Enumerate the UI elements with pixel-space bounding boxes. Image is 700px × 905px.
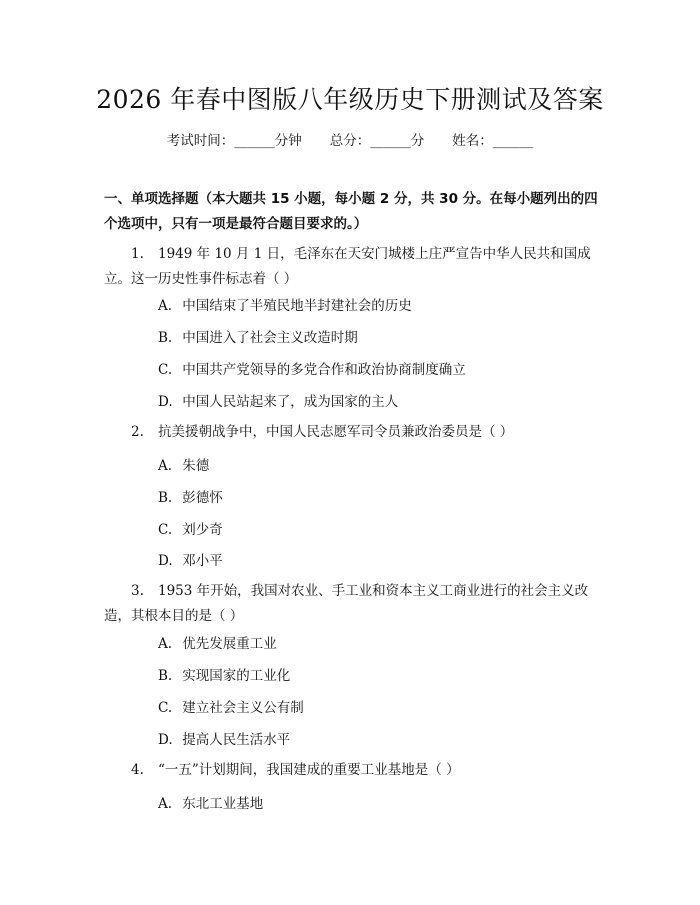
option-letter: B. (158, 490, 173, 506)
option-text: 东北工业基地 (182, 796, 264, 812)
question-number: 2. (131, 424, 144, 440)
option-letter: B. (158, 668, 173, 684)
option-text: 中国结束了半殖民地半封建社会的历史 (182, 298, 412, 314)
option-text: 邓小平 (182, 553, 223, 569)
exam-time-field: 考试时间：______分钟 (166, 133, 302, 149)
option-letter: D. (158, 553, 173, 569)
option-text: 中国人民站起来了，成为国家的主人 (182, 394, 399, 410)
question-3 (104, 579, 604, 629)
option-text: 建立社会主义公有制 (182, 700, 304, 716)
question-4 (104, 758, 604, 783)
question-text-line1: 1953 年开始，我国对农业、手工业和资本主义工商业进行的社会主义改 (158, 583, 589, 599)
option-letter: A. (158, 458, 173, 474)
section-heading: 一、单项选择题（本大题共 15 小题，每小题 2 分，共 30 分。在每小题列出的四个选项中，只有一项是最符合题目要求的。） (104, 191, 598, 232)
question-2 (104, 420, 604, 445)
question-3-option-a (158, 634, 598, 654)
option-letter: D. (158, 732, 173, 748)
question-2-option-b (158, 488, 598, 508)
option-text: 提高人民生活水平 (182, 732, 291, 748)
option-letter: C. (158, 700, 173, 716)
question-1-option-a (158, 296, 598, 316)
question-1-option-c (158, 360, 598, 380)
option-letter: A. (158, 796, 173, 812)
option-text: 彭德怀 (182, 490, 223, 506)
question-text-line2: 造，其根本目的是（ ） (104, 608, 244, 624)
question-2-option-d (158, 551, 598, 571)
question-number: 3. (131, 583, 144, 599)
question-3-option-c (158, 698, 598, 718)
total-score-field: 总分：______分 (329, 133, 425, 149)
option-text: 中国进入了社会主义改造时期 (182, 330, 358, 346)
option-text: 中国共产党领导的多党合作和政治协商制度确立 (182, 362, 466, 378)
option-text: 朱德 (182, 458, 210, 474)
page-title: 2026 年春中图版八年级历史下册测试及答案 (96, 85, 604, 114)
question-2-option-a (158, 456, 598, 476)
question-3-option-b (158, 666, 598, 686)
question-number: 1. (131, 246, 144, 262)
option-letter: A. (158, 636, 173, 652)
option-letter: C. (158, 522, 173, 538)
question-4-option-a (158, 794, 598, 814)
student-name-field: 姓名：______ (452, 133, 534, 149)
exam-info-line (0, 131, 700, 151)
question-1-option-d (158, 392, 598, 412)
option-letter: B. (158, 330, 173, 346)
option-letter: C. (158, 362, 173, 378)
question-3-option-d (158, 730, 598, 750)
question-text-line2: 立。这一历史性事件标志着（ ） (104, 271, 298, 287)
question-text-line1: 1949 年 10 月 1 日，毛泽东在天安门城楼上庄严宣告中华人民共和国成 (158, 246, 591, 262)
option-text: 优先发展重工业 (182, 636, 277, 652)
question-1 (104, 242, 604, 292)
option-text: 实现国家的工业化 (182, 668, 291, 684)
question-number: 4. (131, 762, 144, 778)
option-letter: A. (158, 298, 173, 314)
option-letter: D. (158, 394, 173, 410)
question-text-line1: “一五”计划期间，我国建成的重要工业基地是（ ） (158, 762, 460, 778)
question-text-line1: 抗美援朝战争中，中国人民志愿军司令员兼政治委员是（ ） (158, 424, 514, 440)
question-2-option-c (158, 520, 598, 540)
question-1-option-b (158, 328, 598, 348)
option-text: 刘少奇 (182, 522, 223, 538)
